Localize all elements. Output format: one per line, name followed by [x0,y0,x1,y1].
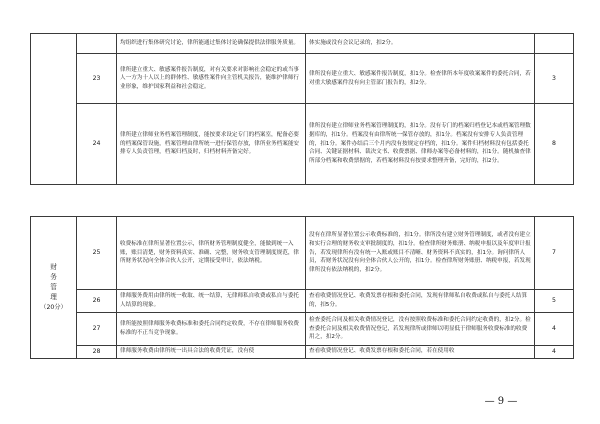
item-number: 28 [77,346,117,359]
criteria-cell: 检查委托合同及相关收费情况登记，没有按照收费标准和委托合同约定收费的，扣2分。检查委托合同及相关收费情况登记，若发现律所或律师以明显低于律师服务收费标准的收费用之，扣2分。 [306,313,535,346]
requirement-cell: 律所能按照律师服务收费标准和委托合同约定收费，不存在律师服务收费标准的不正当竞争现象。 [117,313,306,346]
item-number: 27 [77,313,117,346]
category-char: 务 [50,273,57,281]
page-number: — 9 — [484,396,518,407]
requirement-cell: 律所建立重大、敏感案件报告制度，对有关要求对影响社会稳定的或当事人一方为十人以上的群体性、敏感性案件向主管机关报告，能维护律师行业形象，维护国家利益和社会稳定。 [117,54,306,104]
score-cell: 7 [535,217,574,290]
score-cell: 3 [535,54,574,104]
criteria-cell: 查看收费情况登记、收费发票存根和委托合同，发现有律师私自收费或私自与委托人结算的，扣5分。 [306,290,535,313]
requirement-cell: 律师服务收费由律所统一出具合法的收费凭证，没有使 [117,346,306,359]
evaluation-table-upper [30,33,574,185]
category-label [34,262,73,313]
item-number [77,34,117,54]
requirement-cell: 律师服务费用由律所统一收取、统一结算，无律师私自收费或私自与委托人结算的现象。 [117,290,306,313]
score-cell: 5 [535,290,574,313]
criteria-cell: 没有在律所显著位置公示收费标准的，扣1分。律所没有建立财务管理制度，或者没有建立和实行合理的财务收支审批制度的，扣1分。检查律所财务账册、纳税申报以及年度审计报告，若发现律所有没有统一入账或账目不清晰、财务资料不真实的，扣1分。询问律所人员，若财务状况没有向全体合伙人公开的，扣1分。检查律所财务账册、纳税申报，若发现律所没有依法纳税的，扣2分。 [306,217,535,290]
score-cell: 8 [535,104,574,185]
evaluation-table-finance [30,216,574,359]
criteria-cell: 律所没有建立重大、敏感案件报告制度，扣1分。检查律所本年度收案案件的委托合同，若对重大敏感案件没有向主管部门报告的，扣2分。 [306,54,535,104]
requirement-cell: 律所建立律师业务档案管理制度，能按要求设定专门的档案室，配备必要的档案保管设施，档案管理由律所统一进行保管存放，律所业务档案能安排专人负责管理，档案归档及时，归档材料齐备完好。 [117,104,306,185]
score-cell: 4 [535,346,574,359]
table-row [31,313,574,346]
criteria-cell: 查看收费情况登记、收费发票存根和委托合同，若在使用收 [306,346,535,359]
table-row [31,217,574,290]
requirement-cell: 收费标准在律所显著位置公示，律所财务管理制度健全，能做到统一入账，账目清楚，财务资料真实、准确、完整，财务收支管理制度规范，律所财务状况向全体合伙人公开，定期接受审计，依法纳税。 [117,217,306,290]
category-cell [31,217,77,359]
table-row [31,34,574,54]
table-row [31,346,574,359]
table-row [31,290,574,313]
item-number: 26 [77,290,117,313]
category-char: 财 [50,263,57,271]
score-cell: 4 [535,313,574,346]
item-number: 23 [77,54,117,104]
table-row [31,104,574,185]
criteria-cell: 律所没有建立律师业务档案管理制度的，扣1分。没有专门的档案归档登记本或档案管理数据库的，扣1分。档案没有由律所统一保管存放的，扣1分。档案没有安排专人负责管理的，扣1分。案件办结后三个月内没有按规定存档的，扣1分。案件归档材料没有包括委托合同、关键证据材料、裁决文书、收费票据、律师办案等必备材料的，扣1分。随机抽查律所部分档案和收费票据的，若档案材料没有按要求整理齐备，完好的，扣2分。 [306,104,535,185]
item-number: 24 [77,104,117,185]
category-char: 理 [50,293,57,301]
category-cell [31,34,77,185]
requirement-cell: 均组织进行集体研究讨论，律所能通过集体讨论确保提供法律服务质量。 [117,34,306,54]
score-cell [535,34,574,54]
criteria-cell: 体实施或没有会议记录的，扣2分。 [306,34,535,54]
table-row [31,54,574,104]
item-number: 25 [77,217,117,290]
category-char: 管 [50,283,57,291]
category-points: （20分） [40,304,67,311]
